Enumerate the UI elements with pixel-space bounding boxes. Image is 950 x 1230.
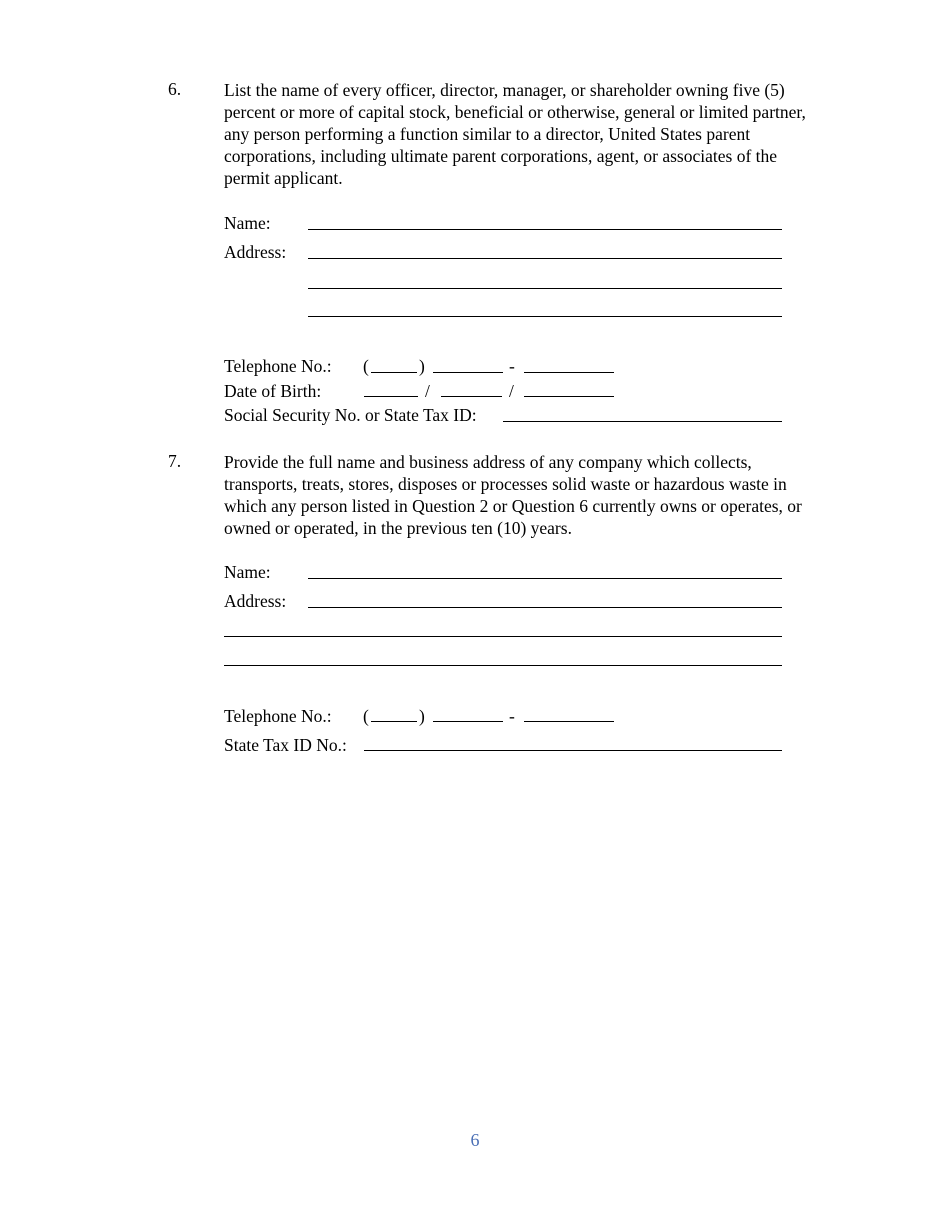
q6-address-line-1[interactable] [308,258,782,259]
q7-telephone-label: Telephone No.: [224,706,332,726]
q6-name-label: Name: [224,213,271,233]
q7-name-label: Name: [224,562,271,582]
q6-phone-line-field[interactable] [524,372,614,373]
q6-address-label: Address: [224,242,287,262]
page-number: 6 [470,1130,480,1150]
q7-phone-prefix-field[interactable] [433,721,503,722]
q6-address-line-2[interactable] [308,288,782,289]
q7-name-field[interactable] [308,578,782,579]
q7-area-code-field[interactable] [371,721,417,722]
q7-address-label: Address: [224,591,287,611]
q6-number: 6. [168,79,182,99]
q6-dob-month-field[interactable] [364,396,418,397]
q7-paren-close: ) [419,706,425,726]
q7-paren-open: ( [363,706,369,726]
q6-text: List the name of every officer, director, manager, or shareholder owning five (5) percent or more of capital stock, beneficial or otherwise, general or limited partner, any person performing a function similar to a director, United States parent corporations, including ultimate parent corporations, agent, or associates of the permit applicant. [224,80,806,188]
q6-telephone-label: Telephone No.: [224,356,332,376]
q6-paren-open: ( [363,356,369,376]
q7-state-tax-label: State Tax ID No.: [224,735,347,755]
q6-phone-prefix-field[interactable] [433,372,503,373]
q6-dob-slash-1: / [425,381,430,401]
q6-address-line-3[interactable] [308,316,782,317]
q6-ssn-label: Social Security No. or State Tax ID: [224,405,477,425]
q7-phone-dash: - [509,706,515,726]
q7-text: Provide the full name and business address of any company which collects, transports, treats, stores, disposes or processes solid waste or hazardous waste in which any person listed in Question 2 or Question 6 currently owns or operates, or owned or operated, in the previous ten (10) years. [224,452,802,538]
q7-number: 7. [168,451,182,471]
q6-name-field[interactable] [308,229,782,230]
q6-dob-year-field[interactable] [524,396,614,397]
q6-dob-slash-2: / [509,381,514,401]
q6-paren-close: ) [419,356,425,376]
q7-address-line-2[interactable] [224,636,782,637]
q7-address-line-3[interactable] [224,665,782,666]
q6-area-code-field[interactable] [371,372,417,373]
q6-ssn-field[interactable] [503,421,782,422]
q6-dob-label: Date of Birth: [224,381,322,401]
q6-dob-day-field[interactable] [441,396,502,397]
q6-phone-dash: - [509,356,515,376]
q7-phone-line-field[interactable] [524,721,614,722]
q7-state-tax-field[interactable] [364,750,782,751]
q7-address-line-1[interactable] [308,607,782,608]
